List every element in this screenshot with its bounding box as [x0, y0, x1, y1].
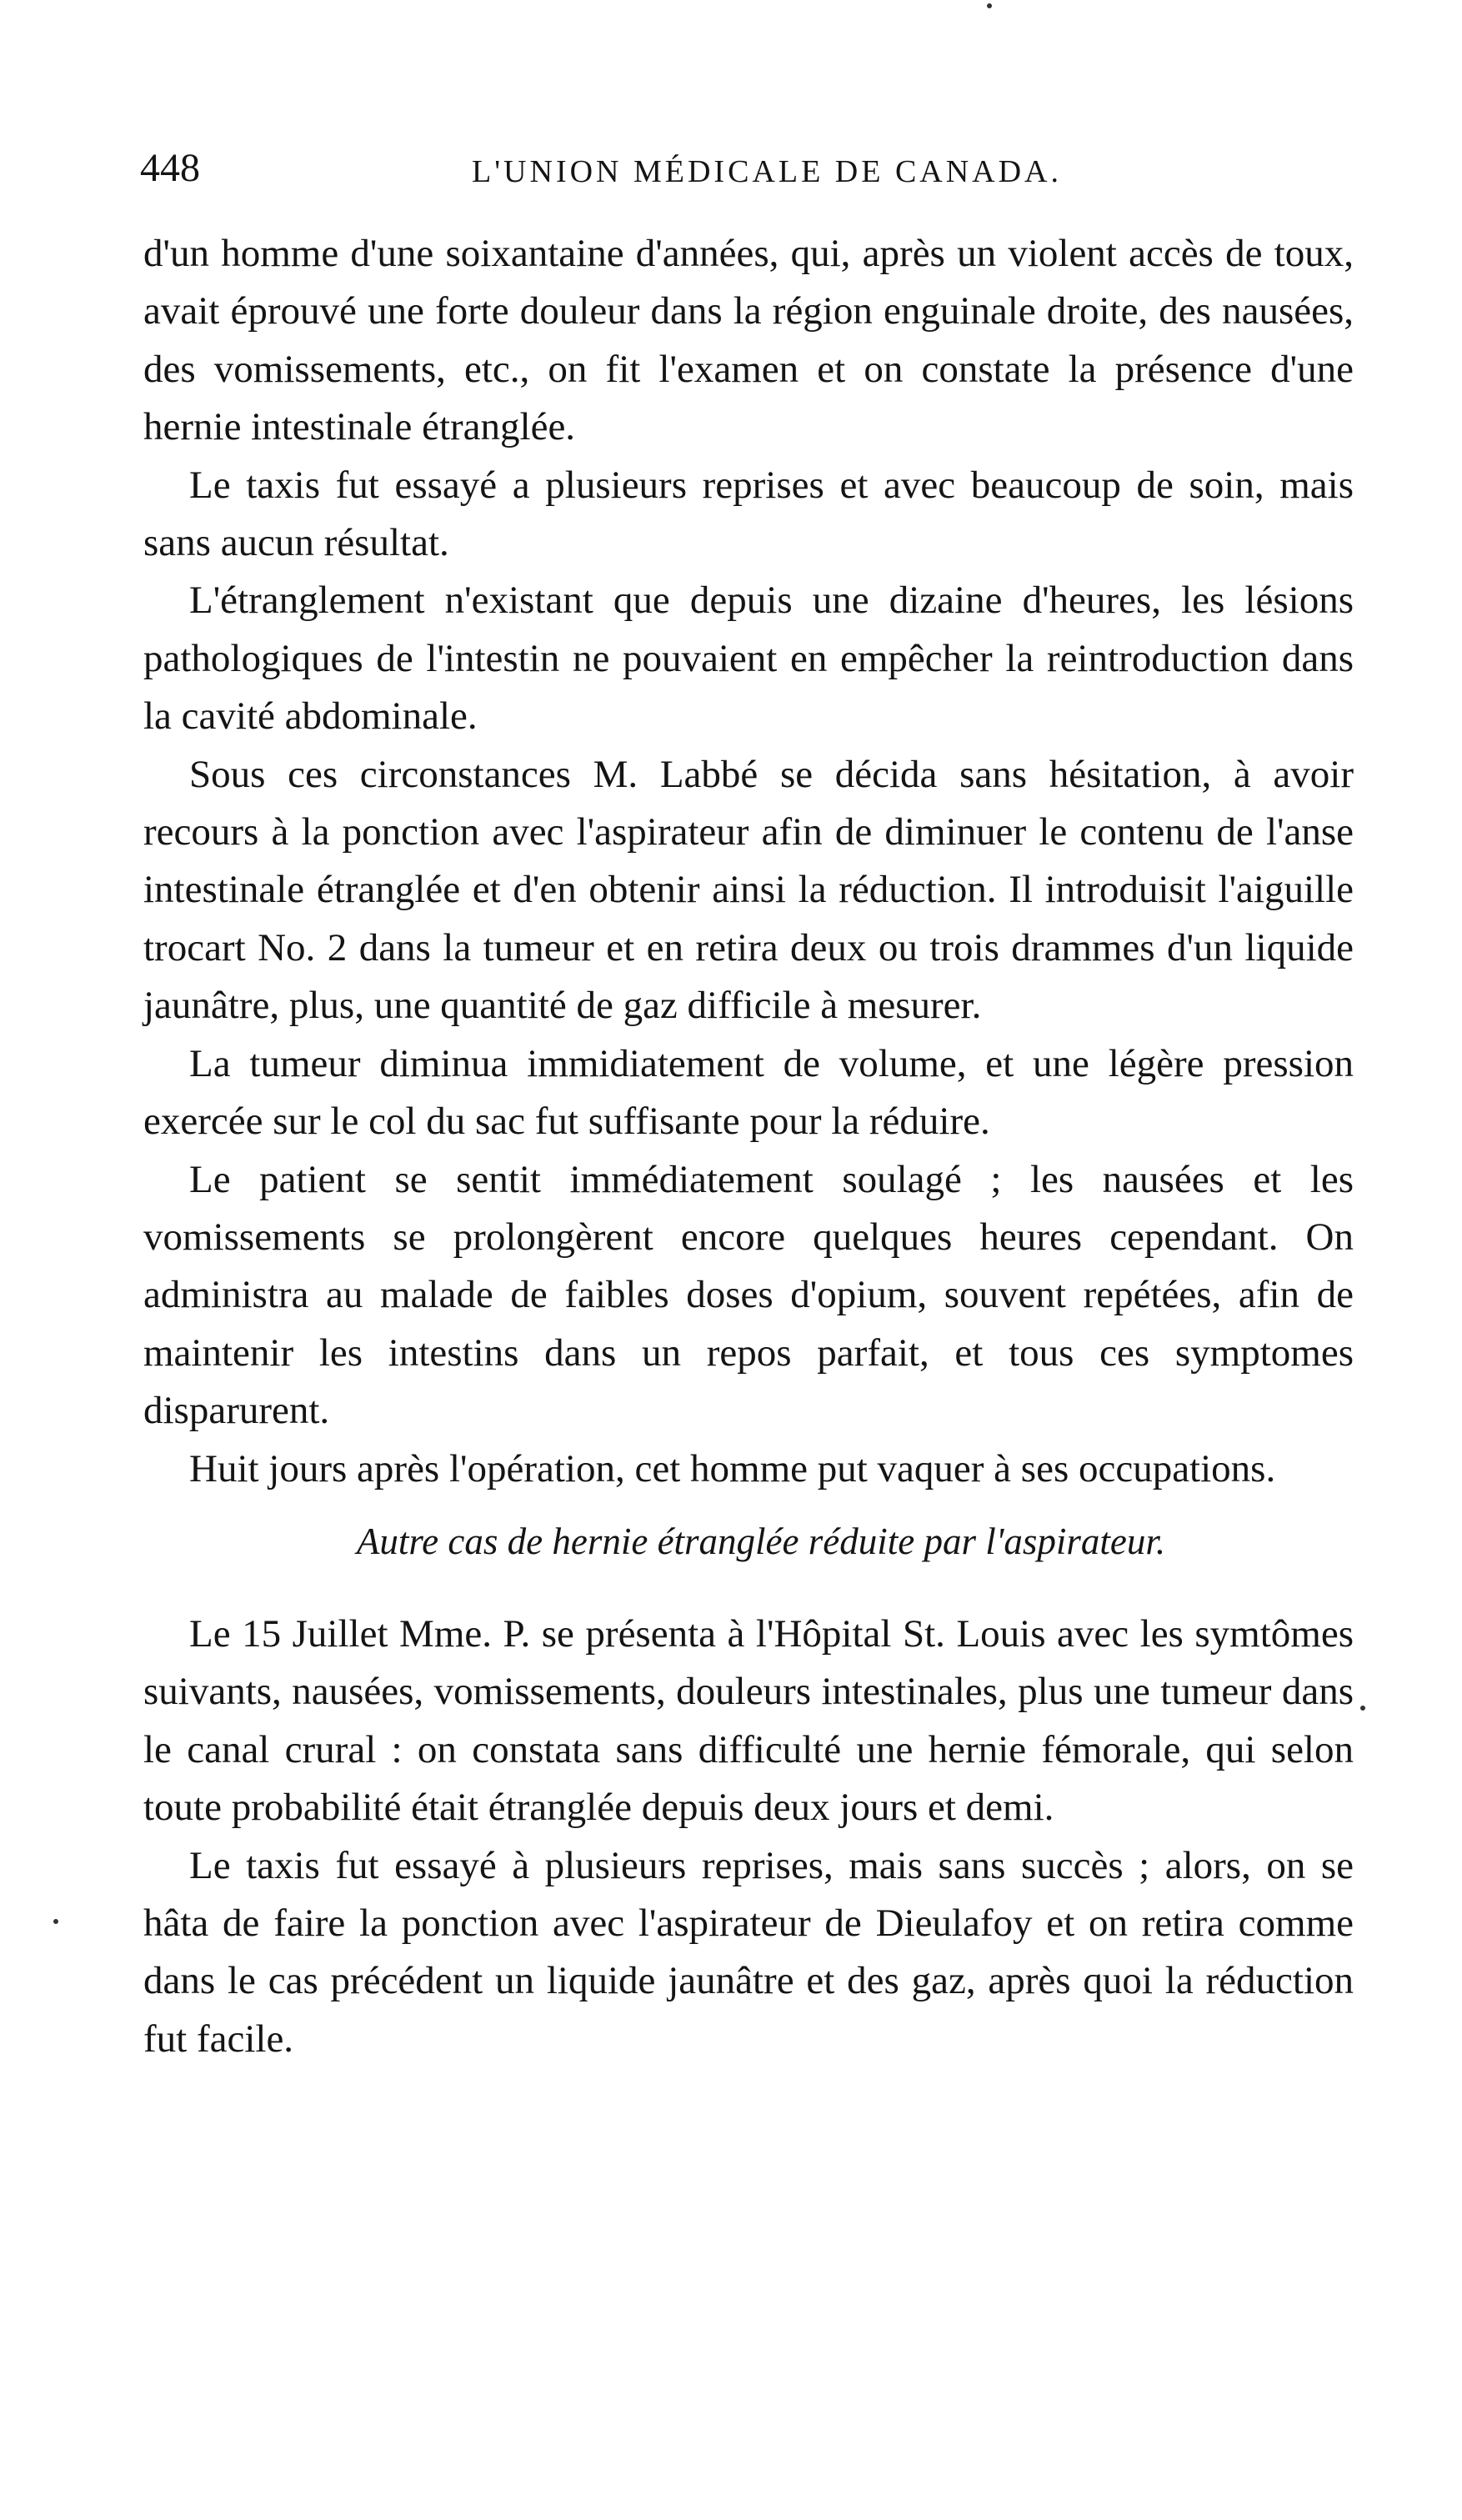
section-heading: Autre cas de hernie étranglée réduite par l'aspirateur. — [356, 1520, 1166, 1562]
paragraph: L'étranglement n'existant que depuis une dizaine d'heures, les lésions pathologiques de l'intestin ne pouvaient en empêcher la reintroduction dans la cavité abdominale. — [143, 579, 1354, 739]
paragraph: Le taxis fut essayé à plusieurs reprises, mais sans succès ; alors, on se hâta de faire la ponction avec l'aspirateur de Dieulafoy et on retira comme dans le cas précédent un liquide jaunâtre et des gaz, après quoi la réduction fut facile. — [143, 1843, 1354, 2061]
paragraph: Le patient se sentit immédiatement soulagé ; les nausées et les vomissements se prolongèrent encore quelques heures cependant. On administra au malade de faibles doses d'opium, souvent repétées, afin de maintenir les intestins dans un repos parfait, et tous ces symptomes disparurent. — [143, 1157, 1354, 1433]
paragraph: Sous ces circonstances M. Labbé se décida sans hésitation, à avoir recours à la ponction avec l'aspirateur afin de diminuer le contenu de l'anse intestinale étranglée et d'en obtenir ainsi la réduction. Il introduisit l'aiguille trocart No. 2 dans la tumeur et en retira deux ou trois drammes d'un liquide jaunâtre, plus, une quantité de gaz difficile à mesurer. — [143, 752, 1354, 1028]
print-speck — [987, 3, 992, 8]
paragraph-continuation: d'un homme d'une soixantaine d'années, qui, après un violent accès de toux, avait éprouvé une forte douleur dans la région enguinale droite, des nausées, des vomissements, etc., on fit l'examen et on constate la présence d'une hernie intestinale étranglée. — [143, 232, 1354, 449]
paragraph: Le taxis fut essayé a plusieurs reprises et avec beaucoup de soin, mais sans aucun résultat. — [143, 463, 1354, 565]
running-head — [140, 143, 1350, 193]
paragraph: Huit jours après l'opération, cet homme put vaquer à ses occupations. — [189, 1446, 1276, 1490]
body-text — [143, 225, 1354, 2068]
print-speck — [53, 1919, 58, 1924]
print-speck — [1360, 1706, 1365, 1711]
paragraph: La tumeur diminua immidiatement de volume, et une légère pression exercée sur le col du sac fut suffisante pour la réduire. — [143, 1041, 1354, 1144]
journal-title: L'UNION MÉDICALE DE CANADA. — [472, 154, 1063, 189]
paragraph: Le 15 Juillet Mme. P. se présenta à l'Hôpital St. Louis avec les symtômes suivants, nausées, vomissements, douleurs intestinales, plus une tumeur dans le canal crural : on constata sans difficulté une hernie fémorale, qui selon toute probabilité était étranglée depuis deux jours et demi. — [143, 1611, 1354, 1830]
page-number: 448 — [140, 146, 200, 190]
